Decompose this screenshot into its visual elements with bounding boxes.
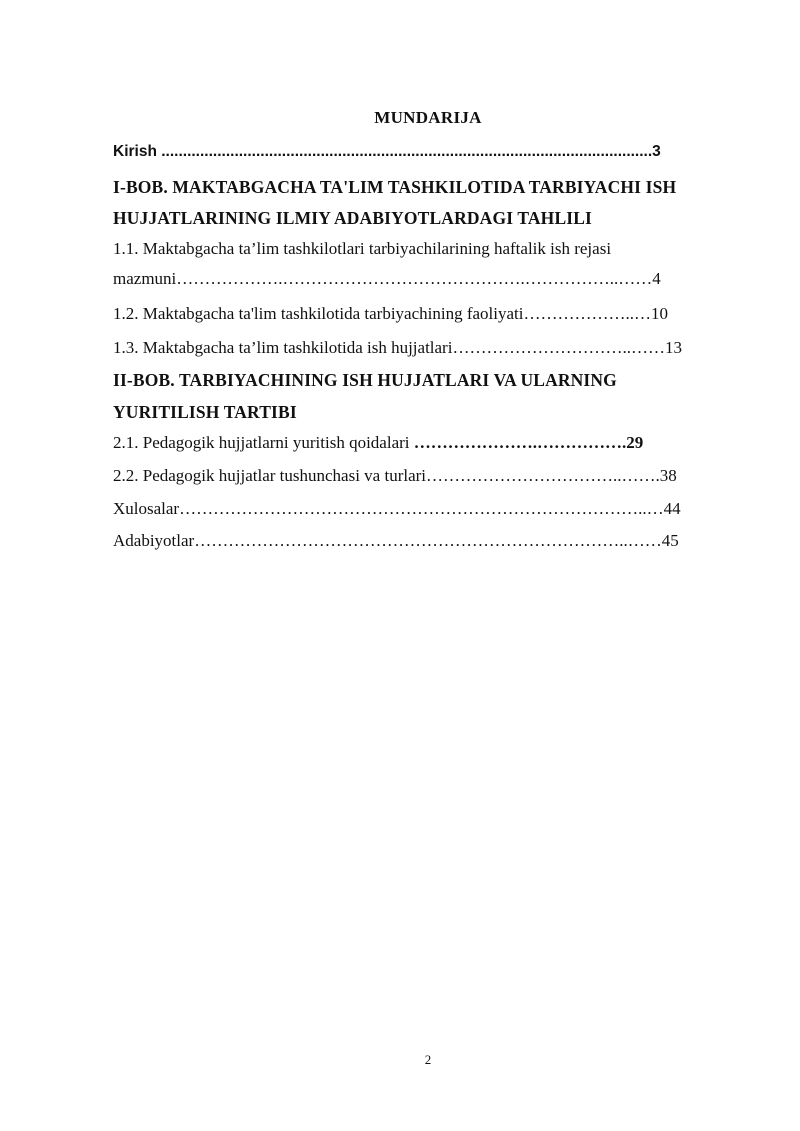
toc-entry-xulosalar: Xulosalar………………………………………………………………………..…44 xyxy=(113,499,681,518)
toc-chapter2-title-line2: YURITILISH TARTIBI xyxy=(113,402,297,422)
toc-chapter1-title-line2: HUJJATLARINING ILMIY ADABIYOTLARDAGI TAHLILI xyxy=(113,208,593,228)
toc-entry-2-2: 2.2. Pedagogik hujjatlar tushunchasi va turlari……………………………..…….38 xyxy=(113,466,677,485)
toc-entry-2-1-leader: ………………….…………….29 xyxy=(413,433,644,452)
toc-entry-2-1 xyxy=(113,432,725,454)
toc-entry-1-2: 1.2. Maktabgacha ta'lim tashkilotida tarbiyachining faoliyati………………..…10 xyxy=(113,304,668,323)
toc-entry-1-1-line1: 1.1. Maktabgacha ta’lim tashkilotlari tarbiyachilarining haftalik ish rejasi xyxy=(113,239,612,258)
toc-chapter1-title-line1: I-BOB. MAKTABGACHA TA'LIM TASHKILOTIDA TARBIYACHI ISH xyxy=(113,177,677,197)
toc-entry-2-1-text: 2.1. Pedagogik hujjatlarni yuritish qoidalari xyxy=(113,433,414,452)
toc-entry-1-3: 1.3. Maktabgacha ta’lim tashkilotida ish hujjatlari…………………………..……13 xyxy=(113,338,682,357)
toc-entry-adabiyotlar: Adabiyotlar…………………………………………………………………..……45 xyxy=(113,531,679,550)
toc-entry-1-1-line2: mazmuni……………….…………………………………….……………..……4 xyxy=(113,269,661,288)
toc-chapter2-title-line1: II-BOB. TARBIYACHINING ISH HUJJATLARI VA ULARNING xyxy=(113,370,617,390)
toc-title: MUNDARIJA xyxy=(374,108,482,127)
page-number: 2 xyxy=(424,1052,432,1067)
toc-entry-kirish: Kirish ..................................................................................................................3 xyxy=(113,143,661,160)
